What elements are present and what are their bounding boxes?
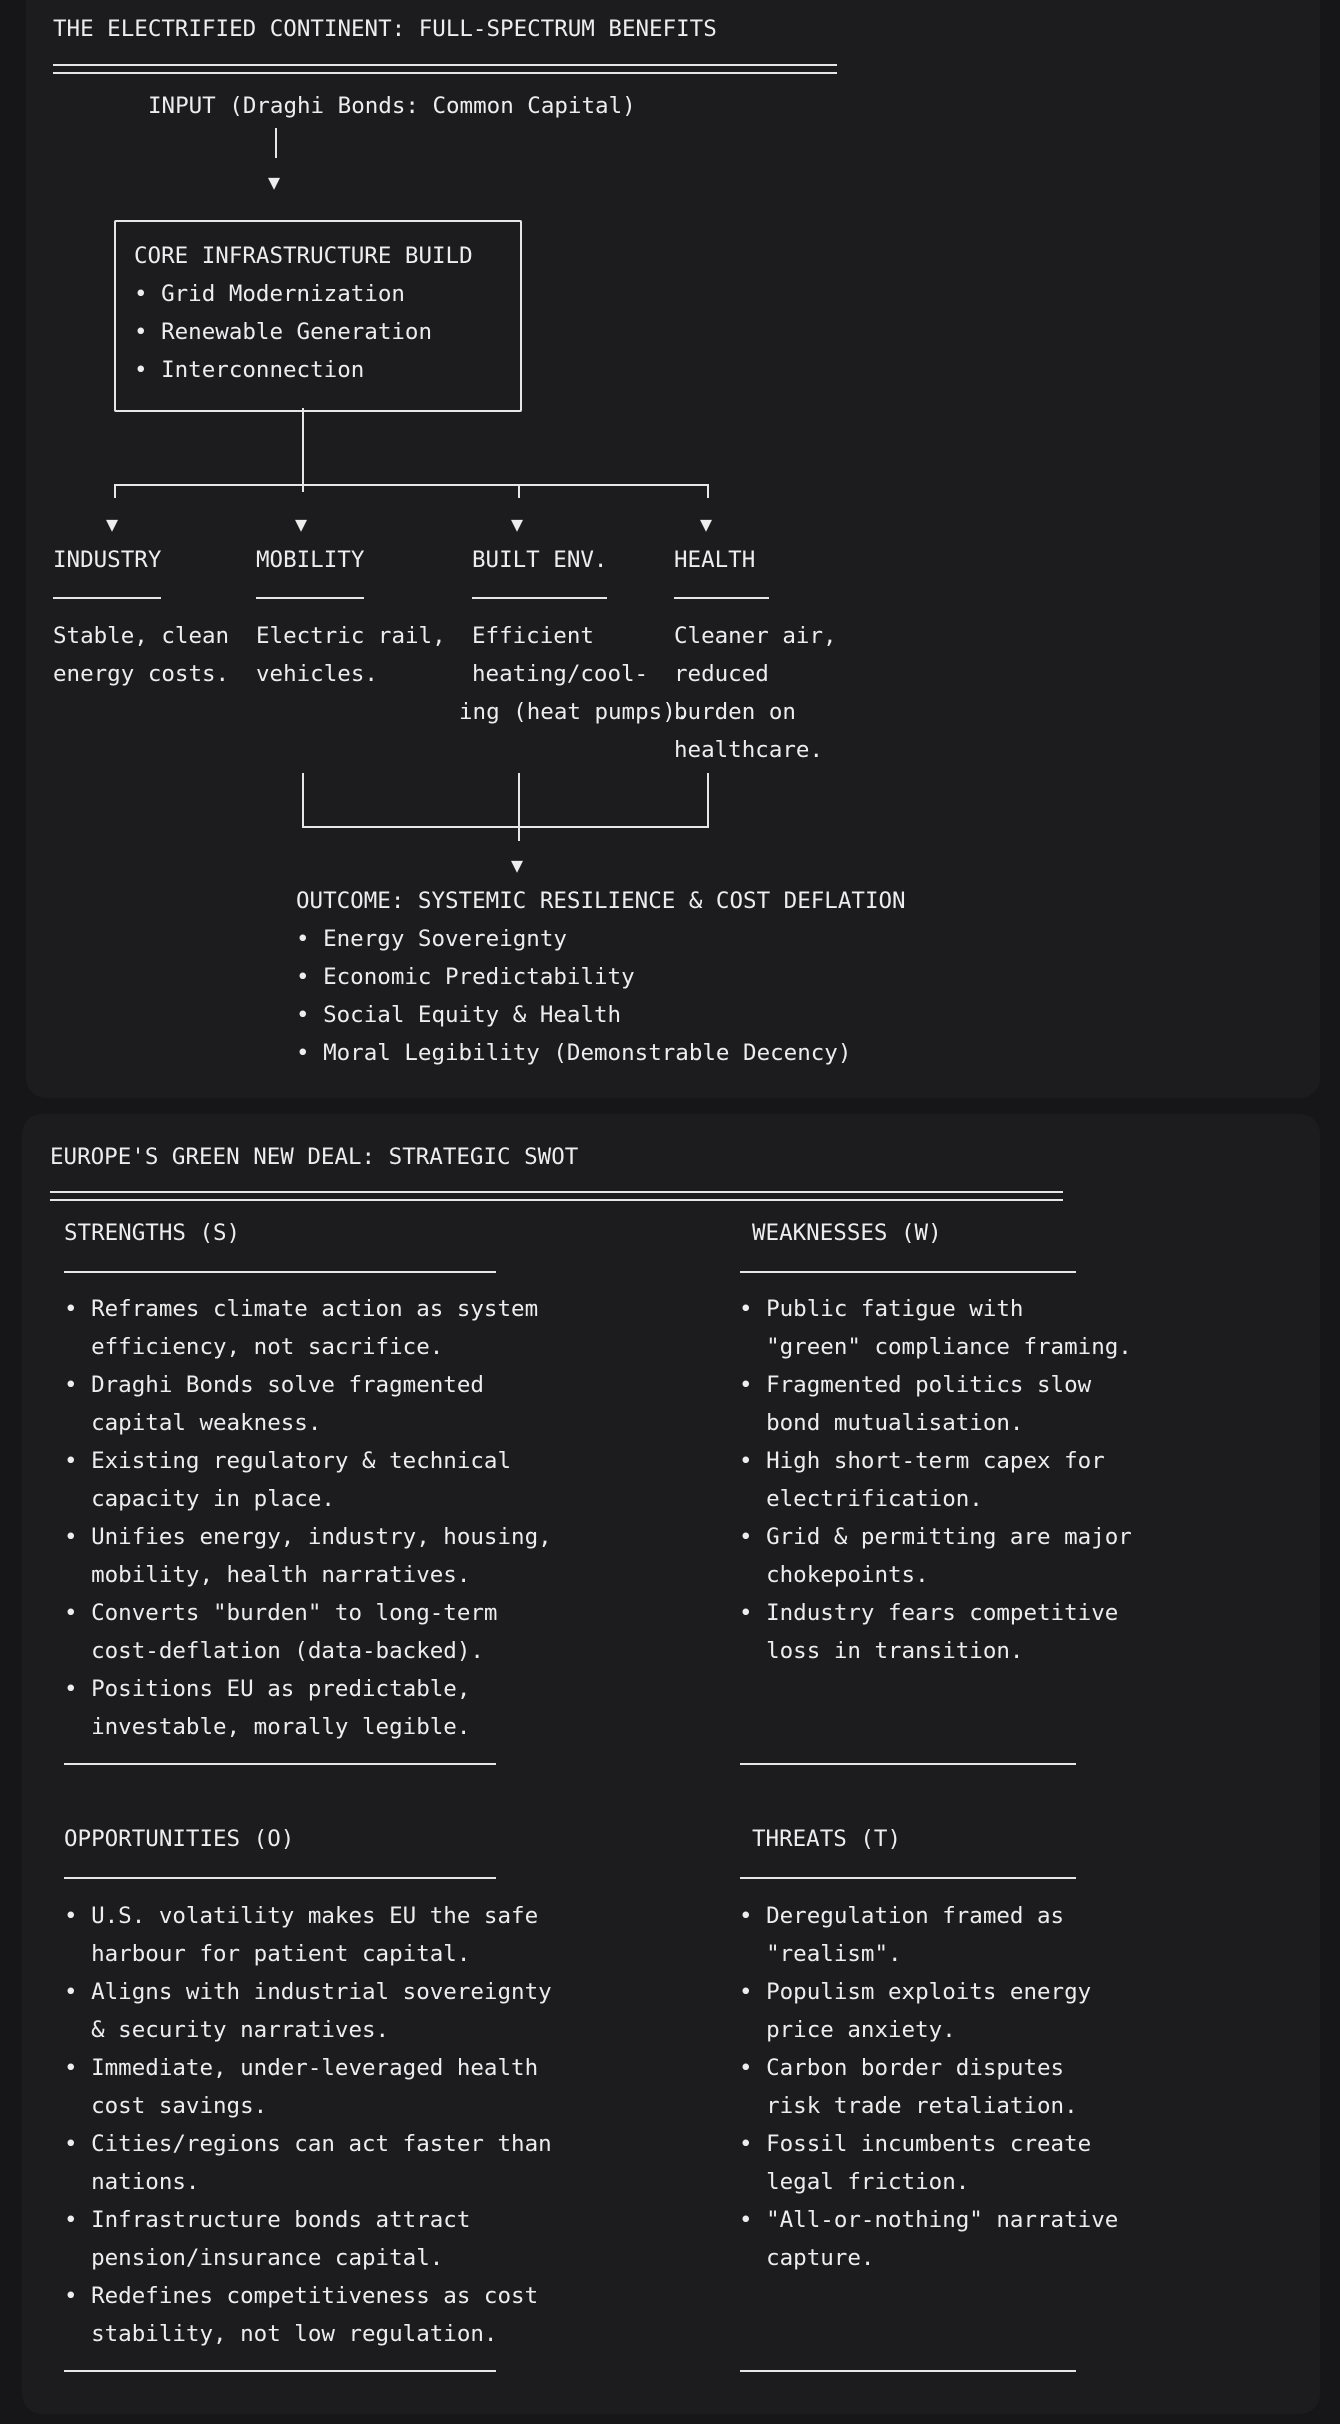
threats-item-line: • Populism exploits energy [739, 1979, 1092, 2005]
opportunities-item-line: & security narratives. [64, 2017, 390, 2043]
branch-head-mobility: MOBILITY [256, 547, 365, 573]
quadrant-rule [64, 1877, 496, 1879]
strengths-item-line: capital weakness. [64, 1410, 322, 1436]
branch-underline [674, 597, 769, 599]
arrow-down-icon: ▼ [511, 512, 524, 536]
branch-line: healthcare. [674, 737, 824, 763]
branch-drop [518, 484, 520, 498]
quadrant-rule [740, 1763, 1076, 1765]
opportunities-item-line: stability, not low regulation. [64, 2321, 498, 2347]
opportunities-item-line: • Aligns with industrial sovereignty [64, 1979, 552, 2005]
branch-head-industry: INDUSTRY [53, 547, 162, 573]
quadrant-rule [740, 1877, 1076, 1879]
outcome-item: • Social Equity & Health [296, 1002, 622, 1028]
opportunities-head: OPPORTUNITIES (O) [64, 1826, 295, 1852]
opportunities-item-line: • Infrastructure bonds attract [64, 2207, 471, 2233]
branch-bar [114, 484, 709, 486]
weaknesses-item-line: • Industry fears competitive [739, 1600, 1119, 1626]
strengths-item-line: • Unifies energy, industry, housing, [64, 1524, 552, 1550]
branch-drop [114, 484, 116, 498]
strengths-item-line: • Draghi Bonds solve fragmented [64, 1372, 484, 1398]
merge-bar [302, 826, 709, 828]
branch-line: heating/cool- [472, 661, 649, 687]
opportunities-item-line: cost savings. [64, 2093, 268, 2119]
benefits-panel [26, 0, 1320, 1098]
outcome-item: • Energy Sovereignty [296, 926, 567, 952]
threats-item-line: price anxiety. [739, 2017, 956, 2043]
core-connector [302, 408, 304, 492]
merge-drop [707, 773, 709, 827]
branch-drop [707, 484, 709, 498]
branch-underline [256, 597, 364, 599]
swot-title: EUROPE'S GREEN NEW DEAL: STRATEGIC SWOT [50, 1144, 579, 1170]
weaknesses-item-line: electrification. [739, 1486, 983, 1512]
threats-item-line: risk trade retaliation. [739, 2093, 1078, 2119]
input-label: INPUT (Draghi Bonds: Common Capital) [148, 93, 636, 119]
threats-item-line: "realism". [739, 1941, 902, 1967]
threats-head: THREATS (T) [752, 1826, 902, 1852]
branch-line: Stable, clean [53, 623, 230, 649]
core-item: • Grid Modernization [134, 281, 405, 307]
outcome-title: OUTCOME: SYSTEMIC RESILIENCE & COST DEFLATION [296, 888, 906, 914]
branch-line: energy costs. [53, 661, 230, 687]
branch-underline [53, 597, 161, 599]
weaknesses-item-line: chokepoints. [739, 1562, 929, 1588]
strengths-head: STRENGTHS (S) [64, 1220, 241, 1246]
strengths-item-line: cost-deflation (data-backed). [64, 1638, 484, 1664]
weaknesses-item-line: • High short-term capex for [739, 1448, 1105, 1474]
opportunities-item-line: • Cities/regions can act faster than [64, 2131, 552, 2157]
branch-line: burden on [674, 699, 796, 725]
threats-item-line: legal friction. [739, 2169, 970, 2195]
threats-item-line: capture. [739, 2245, 875, 2271]
opportunities-item-line: pension/insurance capital. [64, 2245, 444, 2271]
strengths-item-line: capacity in place. [64, 1486, 335, 1512]
strengths-item-line: • Reframes climate action as system [64, 1296, 539, 1322]
branch-line: Efficient [472, 623, 594, 649]
strengths-item-line: • Positions EU as predictable, [64, 1676, 471, 1702]
arrow-down-icon: ▼ [106, 512, 119, 536]
threats-item-line: • Fossil incumbents create [739, 2131, 1092, 2157]
weaknesses-item-line: "green" compliance framing. [739, 1334, 1132, 1360]
branch-underline [472, 597, 607, 599]
quadrant-rule [64, 2370, 496, 2372]
opportunities-item-line: • Immediate, under-leveraged health [64, 2055, 539, 2081]
core-title: CORE INFRASTRUCTURE BUILD [134, 243, 473, 269]
weaknesses-item-line: • Grid & permitting are major [739, 1524, 1132, 1550]
strengths-item-line: mobility, health narratives. [64, 1562, 471, 1588]
opportunities-item-line: nations. [64, 2169, 200, 2195]
arrow-down-icon: ▼ [295, 512, 308, 536]
arrow-down-icon: ▼ [700, 512, 713, 536]
branch-head-health: HEALTH [674, 547, 756, 573]
weaknesses-head: WEAKNESSES (W) [752, 1220, 942, 1246]
title-double-rule [53, 64, 837, 74]
branch-line: vehicles. [256, 661, 378, 687]
input-connector [275, 128, 277, 158]
outcome-item: • Moral Legibility (Demonstrable Decency) [296, 1040, 852, 1066]
weaknesses-item-line: • Fragmented politics slow [739, 1372, 1092, 1398]
core-item: • Interconnection [134, 357, 365, 383]
arrow-down-icon: ▼ [268, 170, 281, 194]
arrow-down-icon: ▼ [511, 853, 524, 877]
quadrant-rule [64, 1271, 496, 1273]
threats-item-line: • "All-or-nothing" narrative [739, 2207, 1119, 2233]
core-item: • Renewable Generation [134, 319, 433, 345]
quadrant-rule [64, 1763, 496, 1765]
opportunities-item-line: harbour for patient capital. [64, 1941, 471, 1967]
weaknesses-item-line: bond mutualisation. [739, 1410, 1024, 1436]
threats-item-line: • Carbon border disputes [739, 2055, 1065, 2081]
branch-line: Electric rail, [256, 623, 446, 649]
diagram-title: THE ELECTRIFIED CONTINENT: FULL-SPECTRUM BENEFITS [53, 16, 717, 42]
merge-drop [518, 773, 520, 841]
weaknesses-item-line: • Public fatigue with [739, 1296, 1024, 1322]
outcome-item: • Economic Predictability [296, 964, 635, 990]
strengths-item-line: • Existing regulatory & technical [64, 1448, 512, 1474]
opportunities-item-line: • Redefines competitiveness as cost [64, 2283, 539, 2309]
strengths-item-line: investable, morally legible. [64, 1714, 471, 1740]
branch-line: Cleaner air, [674, 623, 837, 649]
quadrant-rule [740, 2370, 1076, 2372]
swot-double-rule [50, 1191, 1063, 1201]
opportunities-item-line: • U.S. volatility makes EU the safe [64, 1903, 539, 1929]
merge-drop [302, 773, 304, 827]
branch-line: ing (heat pumps). [459, 699, 690, 725]
branch-head-built-env: BUILT ENV. [472, 547, 608, 573]
weaknesses-item-line: loss in transition. [739, 1638, 1024, 1664]
threats-item-line: • Deregulation framed as [739, 1903, 1065, 1929]
strengths-item-line: efficiency, not sacrifice. [64, 1334, 444, 1360]
strengths-item-line: • Converts "burden" to long-term [64, 1600, 498, 1626]
branch-line: reduced [674, 661, 769, 687]
quadrant-rule [740, 1271, 1076, 1273]
